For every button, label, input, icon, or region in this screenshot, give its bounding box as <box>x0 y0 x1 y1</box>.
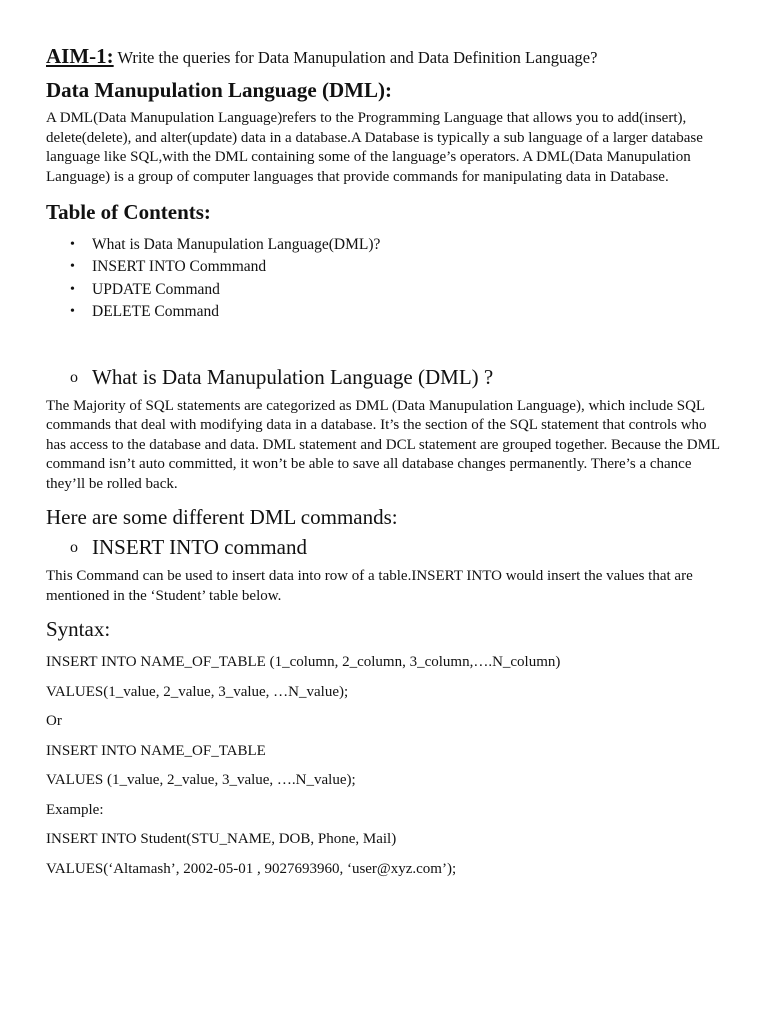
toc-heading: Table of Contents: <box>46 200 211 225</box>
bullet-icon: • <box>70 259 75 275</box>
syntax-label: Syntax: <box>46 617 111 642</box>
aim-heading <box>46 44 726 69</box>
insert-into-paragraph: This Command can be used to insert data into row of a table.INSERT INTO would insert the values that are mentioned in the ‘Student’ table below. <box>46 568 693 604</box>
syntax-line: Or <box>46 713 62 730</box>
syntax-line: INSERT INTO NAME_OF_TABLE (1_column, 2_column, 3_column,….N_column) <box>46 654 561 671</box>
toc-item-label: UPDATE Command <box>92 280 220 298</box>
toc-item-label: INSERT INTO Commmand <box>92 258 267 276</box>
insert-into-heading <box>46 534 726 561</box>
bullet-icon: • <box>70 281 75 297</box>
what-is-dml-heading-text: What is Data Manupulation Language (DML) ? <box>92 364 494 389</box>
toc-item <box>70 279 726 302</box>
toc-item <box>70 301 726 324</box>
toc-item <box>70 234 726 257</box>
bullet-icon: • <box>70 236 75 252</box>
syntax-block <box>46 653 726 879</box>
aim-text: Write the queries for Data Manupulation and Data Definition Language? <box>113 48 598 67</box>
example-line: INSERT INTO Student(STU_NAME, DOB, Phone, Mail) <box>46 831 397 848</box>
circle-bullet-icon: o <box>70 538 78 556</box>
toc-list <box>46 234 726 324</box>
toc-item-label: What is Data Manupulation Language(DML)? <box>92 235 381 253</box>
dml-heading: Data Manupulation Language (DML): <box>46 78 392 103</box>
bullet-icon: • <box>70 304 75 320</box>
what-is-dml-paragraph: The Majority of SQL statements are categorized as DML (Data Manupulation Language), which include SQL commands that deal with modifying data in a database. It’s the section of the SQL statement that controls who has access to the database and data. DML statement and DCL statement are grouped together. Because the DML command isn’t auto committed, it won’t be able to save all database changes permanently. There’s a chance they’ll be rolled back. <box>46 397 720 492</box>
example-line: VALUES(‘Altamash’, 2002-05-01 , 9027693960, ‘user@xyz.com’); <box>46 860 457 877</box>
syntax-line: VALUES (1_value, 2_value, 3_value, ….N_value); <box>46 772 356 789</box>
syntax-line: INSERT INTO NAME_OF_TABLE <box>46 742 266 759</box>
syntax-line: VALUES(1_value, 2_value, 3_value, …N_value); <box>46 683 349 700</box>
example-label: Example: <box>46 801 104 818</box>
toc-item-label: DELETE Command <box>92 303 219 321</box>
different-commands-heading: Here are some different DML commands: <box>46 505 398 530</box>
dml-intro-paragraph: A DML(Data Manupulation Language)refers to the Programming Language that allows you to add(insert), delete(delete), and alter(update) data in a database.A Database is typically a sub language of a larger database language like SQL,with the DML containing some of the language’s operators. A DML(Data Manupulation Language) is a group of computer languages that provide commands for manipulating data in Database. <box>46 110 703 185</box>
insert-into-heading-text: INSERT INTO command <box>92 534 307 559</box>
circle-bullet-icon: o <box>70 368 78 386</box>
what-is-dml-heading <box>46 364 726 391</box>
document-page <box>46 44 726 889</box>
aim-label: AIM-1: <box>46 44 114 68</box>
toc-item <box>70 256 726 279</box>
